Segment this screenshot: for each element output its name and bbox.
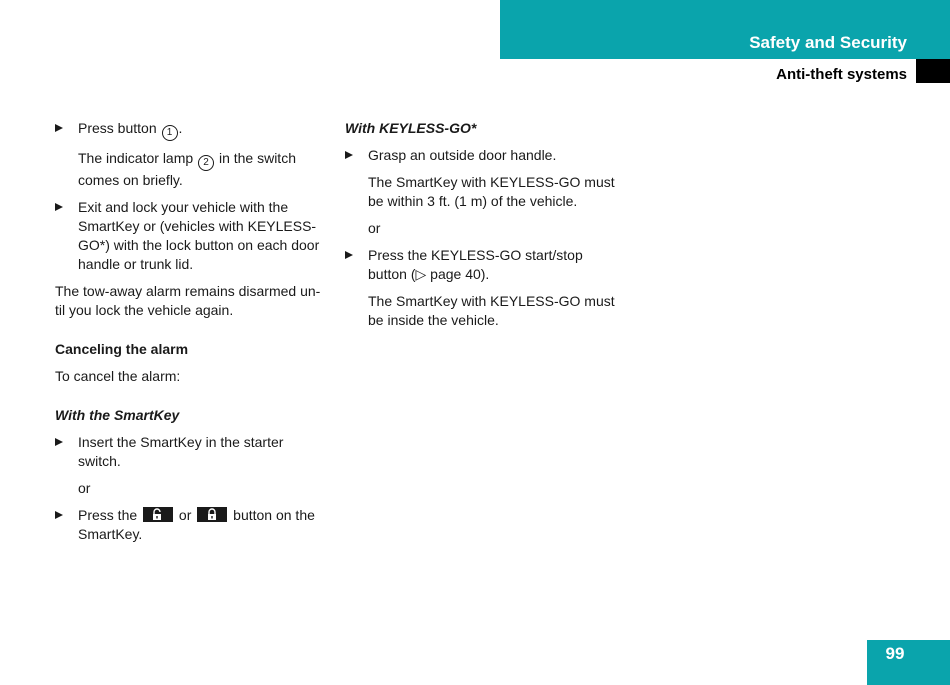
bullet-triangle-icon	[55, 124, 63, 132]
step-text: .	[178, 120, 183, 136]
right-column	[345, 119, 625, 338]
section-marker	[916, 59, 950, 83]
step-text: Press the KEYLESS-GO start/stop button (	[368, 247, 583, 282]
keyless-go-heading: With KEYLESS-GO*	[345, 120, 477, 136]
inside-vehicle-note: The SmartKey with KEYLESS-GO must be inside the vehicle.	[368, 293, 615, 328]
step-text: Press the	[78, 507, 142, 523]
bullet-triangle-icon	[345, 251, 353, 259]
unlock-button-icon	[143, 507, 173, 522]
step-text: Insert the SmartKey in the starter switch.	[78, 434, 284, 469]
bullet-triangle-icon	[345, 151, 353, 159]
bullet-triangle-icon	[55, 438, 63, 446]
indicator-note	[55, 149, 330, 190]
canceling-heading: Canceling the alarm	[55, 341, 189, 357]
or-separator: or	[368, 220, 381, 236]
cancel-intro: To cancel the alarm:	[55, 368, 181, 384]
bullet-triangle-icon	[55, 203, 63, 211]
step-text: page 40).	[426, 266, 490, 282]
or-separator: or	[78, 480, 91, 496]
step-press-start-stop	[345, 246, 625, 284]
bullet-triangle-icon	[55, 511, 63, 519]
step-text: or	[175, 507, 196, 523]
left-column	[55, 119, 330, 552]
smartkey-heading: With the SmartKey	[55, 407, 180, 423]
step-press-button	[55, 119, 330, 141]
step-insert-smartkey	[55, 433, 330, 471]
note-text: The indicator lamp	[78, 150, 198, 166]
step-exit-lock	[55, 198, 330, 274]
callout-number: 2	[198, 155, 214, 171]
step-press-key-buttons	[55, 506, 330, 544]
page-ref-arrow-icon: ▷	[415, 266, 427, 282]
subsection-title: Anti-theft systems	[776, 66, 907, 83]
step-text: Exit and lock your vehicle with the SmartKey or (vehicles with KEYLESS-GO*) with the lock button on each door handle or trunk lid.	[78, 199, 320, 272]
step-grasp-handle	[345, 146, 625, 165]
page-number: 99	[885, 644, 905, 663]
step-text: button on the SmartKey.	[78, 507, 315, 542]
step-text: Grasp an outside door handle.	[368, 147, 557, 163]
lock-button-icon	[197, 507, 227, 522]
note-text: in the switch comes on briefly.	[78, 150, 296, 188]
tow-away-paragraph: The tow-away alarm remains disarmed un-til you lock the vehicle again.	[55, 283, 321, 318]
callout-number: 1	[162, 125, 178, 141]
step-text: Press button	[78, 120, 161, 136]
within-range-note: The SmartKey with KEYLESS-GO must be within 3 ft. (1 m) of the vehicle.	[368, 174, 615, 209]
section-title: Safety and Security	[749, 33, 907, 52]
